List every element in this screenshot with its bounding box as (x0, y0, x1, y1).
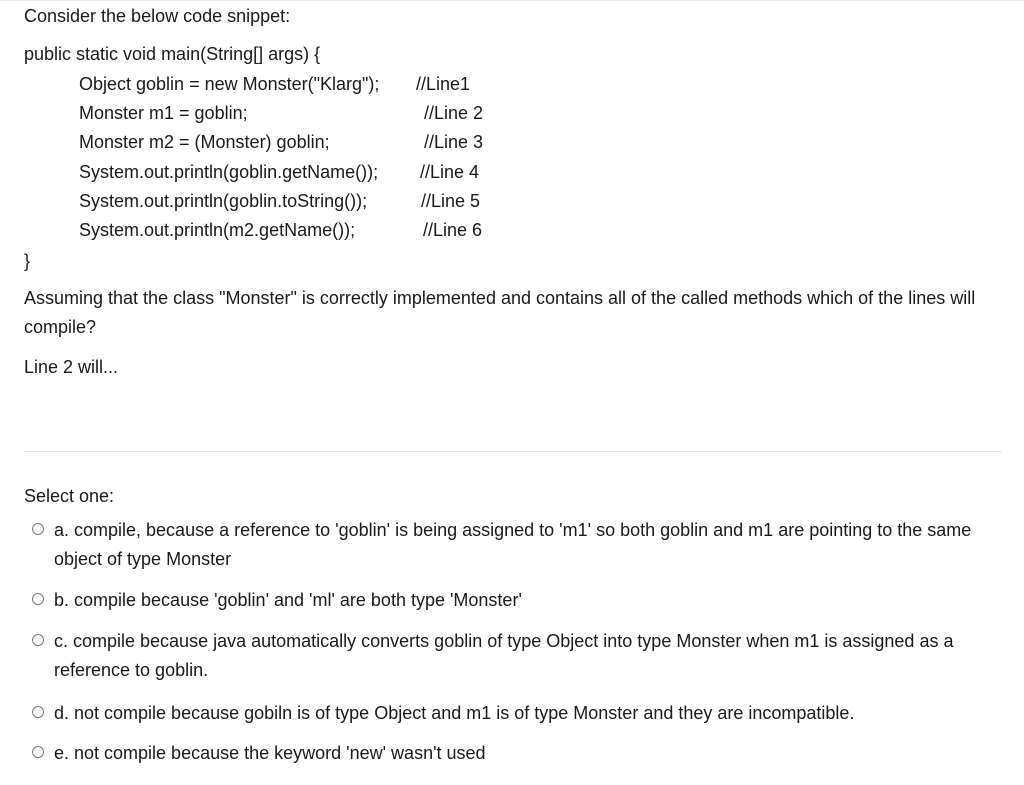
option-e-label[interactable]: e. not compile because the keyword 'new' wasn't used (54, 743, 486, 763)
option-c-radio[interactable] (32, 634, 44, 646)
top-border (0, 0, 1024, 1)
question-prompt: Line 2 will... (24, 357, 119, 377)
code-line-4: System.out.println(goblin.getName()); (79, 162, 379, 182)
code-line-2: Monster m1 = goblin; (79, 103, 248, 123)
option-d-radio[interactable] (32, 706, 44, 718)
section-divider (24, 451, 1002, 452)
code-comment-6: //Line 6 (423, 220, 483, 240)
code-line-3: Monster m2 = (Monster) goblin; (79, 132, 330, 152)
code-signature: public static void main(String[] args) { (24, 44, 321, 64)
select-one-label: Select one: (24, 486, 115, 506)
intro-text: Consider the below code snippet: (24, 6, 291, 26)
code-comment-5: //Line 5 (421, 191, 481, 211)
question-text: Assuming that the class "Monster" is correctly implemented and contains all of the called methods which of the lines will compile? (24, 288, 976, 337)
option-b-radio[interactable] (32, 593, 44, 605)
option-a-radio[interactable] (32, 523, 44, 535)
code-closing-brace: } (24, 251, 31, 271)
code-comment-1: //Line1 (416, 74, 471, 94)
option-b-label[interactable]: b. compile because 'goblin' and 'ml' are both type 'Monster' (54, 590, 522, 610)
code-line-5: System.out.println(goblin.toString()); (79, 191, 368, 211)
option-a-label[interactable]: a. compile, because a reference to 'goblin' is being assigned to 'm1' so both goblin and m1 are pointing to the same object of type Monster (54, 520, 972, 569)
code-comment-2: //Line 2 (424, 103, 484, 123)
option-e-radio[interactable] (32, 746, 44, 758)
option-c-label[interactable]: c. compile because java automatically converts goblin of type Object into type Monster when m1 is assigned as a reference to goblin. (54, 631, 954, 680)
code-comment-3: //Line 3 (424, 132, 484, 152)
option-d-label[interactable]: d. not compile because gobiln is of type Object and m1 is of type Monster and they are incompatible. (54, 703, 855, 723)
code-comment-4: //Line 4 (420, 162, 480, 182)
code-line-6: System.out.println(m2.getName()); (79, 220, 356, 240)
code-line-1: Object goblin = new Monster("Klarg"); (79, 74, 380, 94)
